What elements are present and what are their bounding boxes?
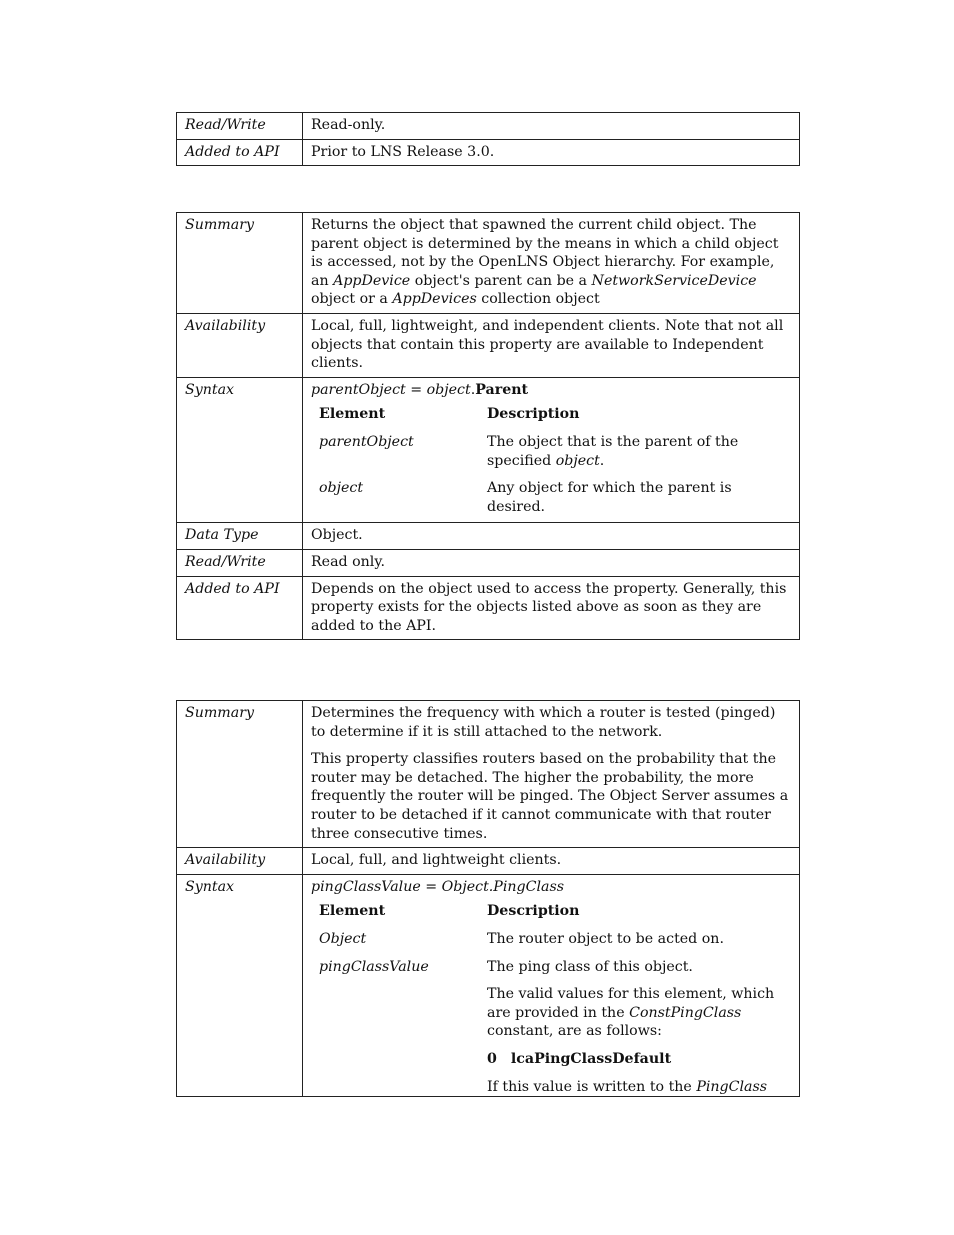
element-name: pingClassValue: [319, 958, 429, 975]
note-italic: ConstPingClass: [629, 1004, 742, 1021]
element-description: [479, 433, 791, 479]
datatype-text: Object.: [303, 523, 800, 550]
summary-italic: AppDevice: [333, 272, 411, 289]
syntax-object: object: [426, 381, 471, 398]
syntax-cell: [303, 377, 800, 523]
table-row: [177, 848, 800, 875]
table-row: [177, 701, 800, 848]
note-part: constant, are as follows:: [487, 1023, 662, 1040]
summary-part: Returns the object that spawned the current child object. The parent object is determined by the means in which a child object is accessed, not by the OpenLNS Object hierarchy. For example, an: [311, 217, 779, 289]
syntax-property: Parent: [475, 381, 529, 398]
row-label: Added to API: [177, 139, 303, 166]
summary-italic: AppDevices: [392, 291, 477, 308]
table-row: [177, 213, 800, 314]
syntax-eq: =: [405, 381, 427, 398]
summary-paragraph: This property classifies routers based on the probability that the router may be detached. The higher the probability, the more frequently the router will be pinged. The Object Server assumes a router to be detached if it cannot communicate with that router three consecutive times.: [311, 751, 789, 842]
availability-text: Local, full, lightweight, and independent clients. Note that not all objects that contain this property are available to Independent clients.: [303, 313, 800, 377]
summary-part: object or a: [311, 291, 393, 308]
syntax-dot: .: [470, 381, 476, 398]
element-row: [311, 958, 791, 1097]
table-row: [177, 313, 800, 377]
syntax-line: pingClassValue = Object.PingClass: [311, 878, 565, 895]
row-label: Added to API: [177, 576, 303, 640]
desc-part: The object that is the parent of the specified: [487, 433, 739, 469]
constant-number: 0: [487, 1050, 497, 1067]
availability-text: Local, full, and lightweight clients.: [303, 848, 800, 875]
summary-part: collection object: [476, 291, 600, 308]
table-row: [177, 139, 800, 166]
constant-name: lcaPingClassDefault: [510, 1050, 672, 1067]
row-label: Summary: [177, 701, 303, 848]
table-row: [177, 549, 800, 576]
const-desc-part: If this value is written to the: [487, 1078, 697, 1095]
element-row: [311, 479, 791, 518]
element-header-row: [311, 405, 791, 433]
summary-italic: NetworkServiceDevice: [591, 272, 757, 289]
row-label: Syntax: [177, 377, 303, 523]
element-desc-note: [487, 985, 791, 1041]
element-description: [479, 958, 791, 1097]
parent-property-table: [176, 212, 800, 640]
element-header-row: [311, 902, 791, 930]
row-label: Summary: [177, 213, 303, 314]
note-part: The valid values for this element, which are provided in the: [487, 986, 775, 1021]
table-row: [177, 874, 800, 1096]
row-label: Read/Write: [177, 113, 303, 140]
summary-text: [303, 213, 800, 314]
element-desc-line: The ping class of this object.: [487, 958, 693, 975]
desc-italic: object: [555, 452, 600, 469]
constant-line: [487, 1050, 791, 1069]
row-label: Syntax: [177, 874, 303, 1096]
added-text: Depends on the object used to access the property. Generally, this property exists for the objects listed above as soon as they are added to the API.: [303, 576, 800, 640]
element-table: [311, 405, 791, 518]
properties-table-1: [176, 112, 800, 166]
constant-description: [487, 1078, 791, 1097]
element-name: Object: [319, 930, 367, 947]
pingclass-property-table: [176, 700, 800, 1097]
readwrite-text: Read only.: [303, 549, 800, 576]
table-row: [177, 113, 800, 140]
row-value: Read-only.: [303, 113, 800, 140]
element-row: [311, 433, 791, 479]
element-name: parentObject: [319, 433, 414, 450]
description-header: Description: [487, 406, 580, 423]
table-row: [177, 377, 800, 523]
summary-part: object's parent can be a: [410, 272, 592, 289]
element-name: object: [319, 480, 364, 497]
row-label: Availability: [177, 848, 303, 875]
syntax-line: [311, 381, 791, 400]
row-label: Availability: [177, 313, 303, 377]
syntax-lhs: parentObject: [311, 381, 406, 398]
element-description: Any object for which the parent is desired.: [487, 480, 732, 515]
element-row: [311, 930, 791, 958]
desc-part: .: [599, 452, 605, 469]
element-header: Element: [319, 406, 386, 423]
description-header: Description: [487, 903, 580, 920]
row-value: Prior to LNS Release 3.0.: [303, 139, 800, 166]
table-row: [177, 576, 800, 640]
summary-paragraph: Determines the frequency with which a router is tested (pinged) to determine if it is still attached to the network.: [311, 705, 776, 740]
element-description: The router object to be acted on.: [487, 930, 724, 947]
summary-cell: [303, 701, 800, 848]
row-label: Data Type: [177, 523, 303, 550]
row-label: Read/Write: [177, 549, 303, 576]
const-desc-italic: PingClass: [696, 1078, 768, 1095]
syntax-cell: [303, 874, 800, 1096]
element-header: Element: [319, 903, 386, 920]
element-table: [311, 902, 791, 1096]
table-row: [177, 523, 800, 550]
